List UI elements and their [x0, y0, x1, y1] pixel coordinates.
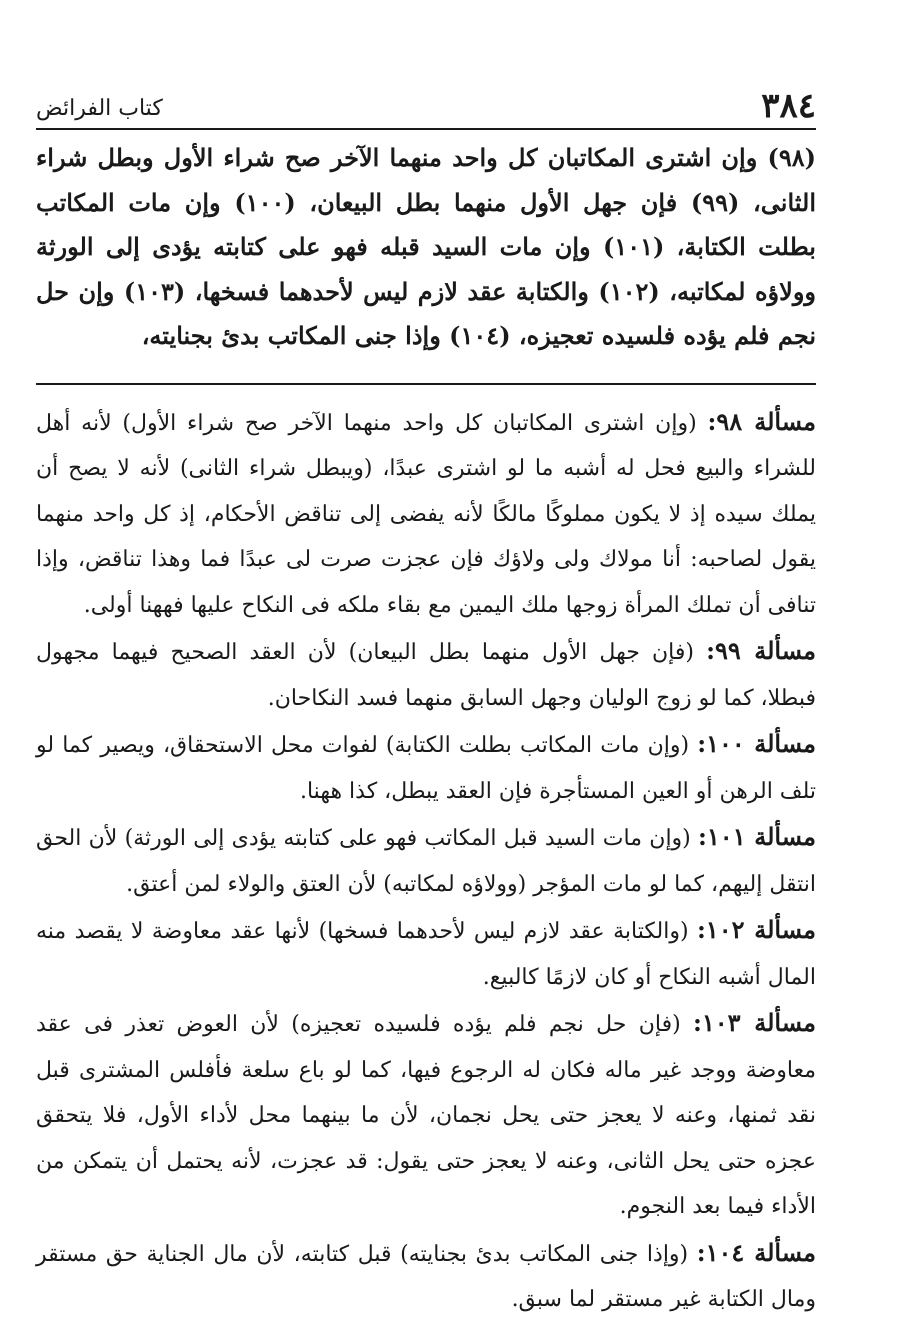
masala-text: (وإن مات السيد قبل المكاتب فهو على كتابته يؤدى إلى الورثة) لأن الحق انتقل إليهم، كما لو مات المؤجر (وولاؤه لمكاتبه) لأن العتق والولاء لمن أعتق. — [36, 826, 816, 897]
masala-label: مسألة ١٠٢: — [696, 915, 816, 944]
page-header — [36, 88, 816, 130]
commentary-section — [36, 399, 816, 1323]
masala-101 — [36, 814, 816, 907]
masala-text: (وإذا جنى المكاتب بدئ بجنايته) قبل كتابته، لأن مال الجناية حق مستقر ومال الكتابة غير مستقر لما سبق. — [36, 1241, 816, 1312]
masala-label: مسألة ١٠١: — [698, 822, 816, 851]
separator-rule — [36, 383, 816, 385]
masala-99 — [36, 628, 816, 721]
matn-text: (٩٨) وإن اشترى المكاتبان كل واحد منهما الآخر صح شراء الأول وبطل شراء الثانى، (٩٩) فإن جهل الأول منهما بطل البيعان، (١٠٠) وإن مات المكاتب بطلت الكتابة، (١٠١) وإن مات السيد قبله فهو على كتابته يؤدى إلى الورثة وولاؤه لمكاتبه، (١٠٢) والكتابة عقد لازم ليس لأحدهما فسخها، (١٠٣) وإن حل نجم فلم يؤده فلسيده تعجيزه، (١٠٤) وإذا جنى المكاتب بدئ بجنايته، — [36, 143, 817, 350]
masala-102 — [36, 907, 816, 1000]
book-page — [36, 88, 816, 1323]
masala-104 — [36, 1230, 816, 1323]
masala-text: (فإن حل نجم فلم يؤده فلسيده تعجيزه) لأن العوض تعذر فى عقد معاوضة ووجد غير ماله فكان له الرجوع فيها، كما لو باع سلعة فأفلس المشترى قبل نقد ثمنها، وعنه لا يعجز حتى يحل نجمان، لأن ما بينهما محل لأداء الأول، فلا يتحقق عجزه حتى يحل الثانى، وعنه لا يعجز حتى يقول: قد عجزت، لأنه يحتمل أن يتمكن من الأداء فيما بعد النجوم. — [36, 1012, 816, 1219]
book-title: كتاب الفرائض — [36, 94, 171, 124]
masala-label: مسألة ٩٨: — [707, 406, 816, 436]
page-number: ٣٨٤ — [751, 86, 816, 126]
masala-100 — [36, 721, 816, 814]
masala-label: مسألة ١٠٠: — [697, 729, 816, 758]
masala-text: (وإن اشترى المكاتبان كل واحد منهما الآخر صح شراء الأول) لأنه أهل للشراء والبيع فحل له أشبه ما لو اشترى عبدًا، (ويبطل شراء الثانى) لأنه لا يصح أن يملك سيده إذ لا يكون مملوكًا مالكًا لأنه يفضى إلى تناقض الأحكام، إذ كل واحد منهما يقول لصاحبه: أنا مولاك ولى ولاؤك فإن عجزت صرت لى عبدًا فما وهذا تناقض، وإذا تنافى أن تملك المرأة زوجها ملك اليمين مع بقاء ملكه فى النكاح عليها فههنا أولى. — [36, 410, 816, 618]
masala-label: مسألة ٩٩: — [706, 636, 816, 665]
masala-text: (فإن جهل الأول منهما بطل البيعان) لأن العقد الصحيح فيهما مجهول فبطلا، كما لو زوج الوليان وجهل السابق منهما فسد النكاحان. — [36, 640, 816, 711]
masala-label: مسألة ١٠٤: — [696, 1237, 816, 1267]
masala-98 — [36, 399, 816, 629]
masala-label: مسألة ١٠٣: — [693, 1008, 816, 1037]
masala-103 — [36, 1000, 816, 1230]
masala-text: (والكتابة عقد لازم ليس لأحدهما فسخها) لأنها عقد معاوضة لا يقصد منه المال أشبه النكاح أو كان لازمًا كالبيع. — [36, 919, 816, 990]
masala-text: (وإن مات المكاتب بطلت الكتابة) لفوات محل الاستحقاق، ويصير كما لو تلف الرهن أو العين المستأجرة فإن العقد يبطل، كذا ههنا. — [36, 733, 816, 804]
